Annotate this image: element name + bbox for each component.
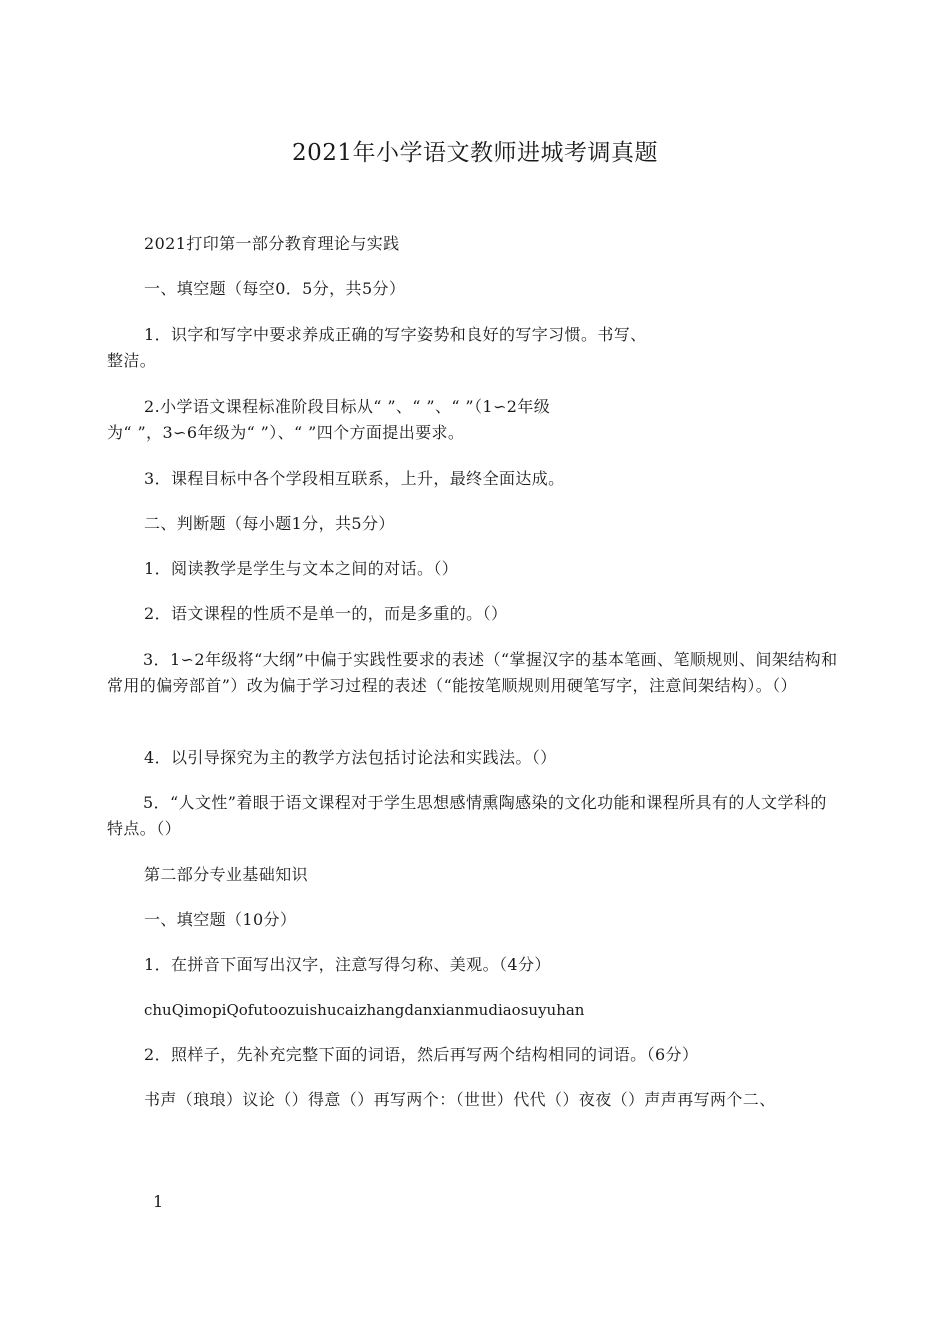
- judge-q1: 1．阅读教学是学生与文本之间的对话。（）: [144, 559, 459, 578]
- section1-heading: 一、填空题（每空0．5分，共5分）: [144, 279, 406, 298]
- part1-heading: 2021打印第一部分教育理论与实践: [144, 234, 400, 253]
- judge-q4: 4．以引导探究为主的教学方法包括讨论法和实践法。（）: [144, 748, 557, 767]
- part2-q2-items: 书声（琅琅）议论（）得意（）再写两个：（世世）代代（）夜夜（）声声再写两个二、: [144, 1090, 776, 1109]
- fill-q1-line1: 1．识字和写字中要求养成正确的写字姿势和良好的写字习惯。书写、: [144, 325, 647, 344]
- fill-q2-line1: 2.小学语文课程标准阶段目标从“ ”、“ ”、“ ”（1∽2年级: [144, 397, 551, 416]
- part2-section1-heading: 一、填空题（10分）: [144, 910, 297, 929]
- section2-heading: 二、判断题（每小题1分，共5分）: [144, 514, 395, 533]
- judge-q5: 5．“人文性”着眼于语文课程对于学生思想感情熏陶感染的文化功能和课程所具有的人文学科的特点。（）: [107, 793, 827, 838]
- part2-q1: 1．在拼音下面写出汉字，注意写得匀称、美观。（4分）: [144, 955, 551, 974]
- fill-q3: 3．课程目标中各个学段相互联系，上升，最终全面达成。: [144, 469, 565, 488]
- part2-q2: 2．照样子，先补充完整下面的词语，然后再写两个结构相同的词语。（6分）: [144, 1045, 699, 1064]
- page-number: 1: [153, 1192, 164, 1211]
- pinyin-line: chuQimopiQofutoozuishucaizhangdanxianmudiaosuyuhan: [144, 1001, 585, 1019]
- judge-q3: 3．1∽2年级将“大纲”中偏于实践性要求的表述（“掌握汉字的基本笔画、笔顺规则、间架结构和常用的偏旁部首”）改为偏于学习过程的表述（“能按笔顺规则用硬笔写字，注意间架结构）。（）: [107, 650, 838, 695]
- fill-q1-line2: 整洁。: [107, 351, 157, 370]
- part2-heading: 第二部分专业基础知识: [144, 865, 309, 884]
- judge-q2: 2．语文课程的性质不是单一的，而是多重的。（）: [144, 604, 508, 623]
- page-title: 2021年小学语文教师进城考调真题: [291, 140, 659, 166]
- fill-q2-line2: 为“ ”，3∽6年级为“ ”）、“ ”四个方面提出要求。: [107, 423, 465, 442]
